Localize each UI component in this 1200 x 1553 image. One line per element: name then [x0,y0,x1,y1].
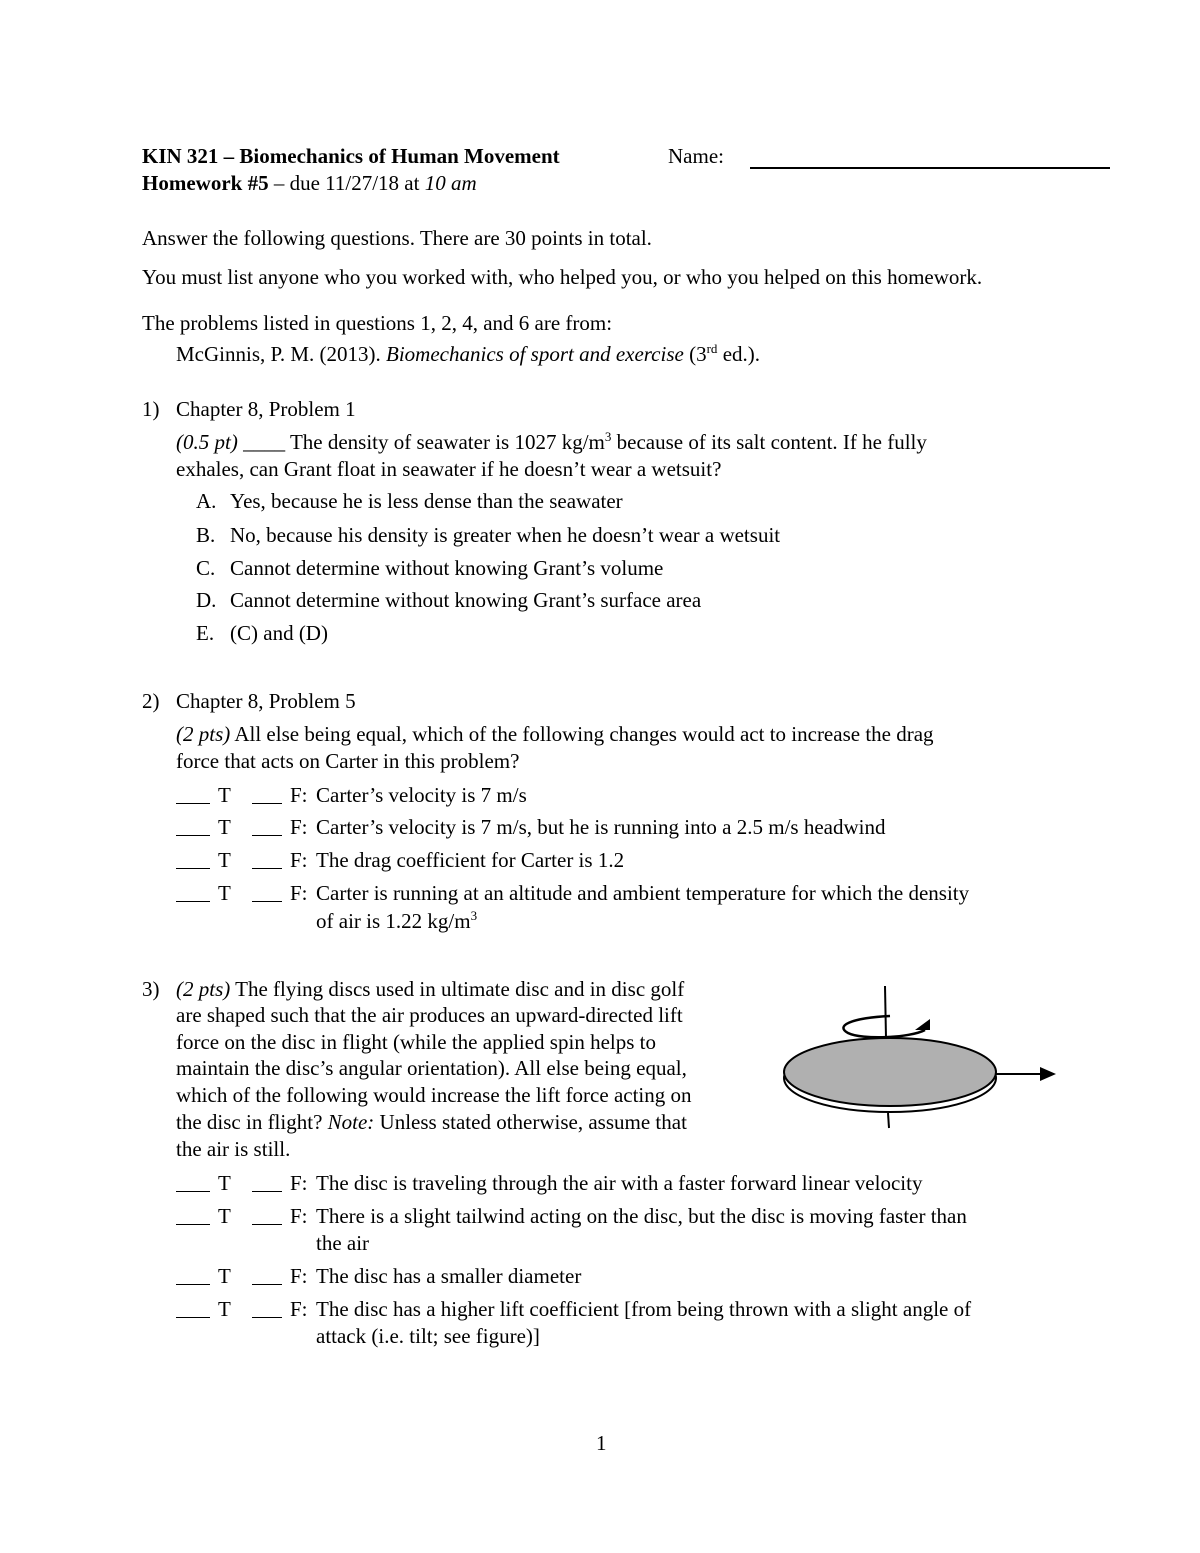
q1-option-d[interactable]: Cannot determine without knowing Grant’s surface area [230,588,702,612]
true-blank[interactable] [176,1266,210,1285]
false-blank[interactable] [252,1299,282,1318]
true-blank[interactable] [176,1206,210,1225]
homework-line: Homework #5 – due 11/27/18 at 10 am [142,171,477,195]
false-blank[interactable] [252,1266,282,1285]
q3-prompt-line-3: force on the disc in flight (while the applied spin helps to [176,1030,656,1054]
false-blank[interactable] [252,785,282,804]
name-label: Name: [668,144,724,168]
q2-statement-2: Carter’s velocity is 7 m/s, but he is running into a 2.5 m/s headwind [316,815,886,839]
true-blank[interactable] [176,850,210,869]
name-input-line[interactable] [750,167,1110,169]
q2-statement-4-cont: of air is 1.22 $kg/m^3$ [316,908,478,933]
q2-prompt-line-2: force that acts on Carter in this problem? [176,749,520,773]
q1-option-c-letter: C. [196,556,216,580]
true-label: T [218,881,231,905]
textbook-reference: McGinnis, P. M. (2013). Biomechanics of sport and exercise (3rd ed.). [176,341,761,366]
q3-statement-4: The disc has a higher lift coefficient [from being thrown with a slight angle of [316,1297,972,1321]
q2-statement-4: Carter is running at an altitude and ambient temperature for which the density [316,881,970,905]
page-number: 1 [596,1431,607,1455]
q3-prompt-line-7: the air is still. [176,1137,291,1161]
q2-statement-1: Carter’s velocity is 7 m/s [316,783,527,807]
q1-option-d-letter: D. [196,588,217,612]
q3-prompt-line-4: maintain the disc’s angular orientation). All else being equal, [176,1056,687,1080]
false-label: F: [290,1297,308,1321]
true-label: T [218,815,231,839]
q1-option-e[interactable]: (C) and (D) [230,621,328,645]
q3-prompt-line-1: (2 pts) The flying discs used in ultimate disc and in disc golf [176,977,685,1001]
q1-prompt-line-1: (0.5 pt) ____ The density of seawater is 1027 $kg/m^3$ because of its salt content. If he fully [176,429,927,454]
q1-prompt-line-2: exhales, can Grant float in seawater if he doesn’t wear a wetsuit? [176,457,722,481]
q3-statement-4-cont: attack (i.e. tilt; see figure)] [316,1324,540,1348]
false-label: F: [290,1204,308,1228]
flying-disc-icon [770,978,1070,1138]
true-label: T [218,1264,231,1288]
false-blank[interactable] [252,1173,282,1192]
q3-statement-1: The disc is traveling through the air with a faster forward linear velocity [316,1171,923,1195]
intro-line-3: The problems listed in questions 1, 2, 4, and 6 are from: [142,311,613,335]
q3-statement-3: The disc has a smaller diameter [316,1264,582,1288]
q3-number: 3) [142,977,160,1001]
q1-option-b-letter: B. [196,523,216,547]
true-label: T [218,1297,231,1321]
false-label: F: [290,783,308,807]
q1-option-a[interactable]: Yes, because he is less dense than the seawater [230,489,623,513]
q3-prompt-line-2: are shaped such that the air produces an upward-directed lift [176,1003,683,1027]
q1-option-c[interactable]: Cannot determine without knowing Grant’s volume [230,556,664,580]
false-blank[interactable] [252,883,282,902]
q1-number: 1) [142,397,160,421]
false-label: F: [290,815,308,839]
false-label: F: [290,848,308,872]
true-blank[interactable] [176,817,210,836]
q1-option-b[interactable]: No, because his density is greater when he doesn’t wear a wetsuit [230,523,781,547]
true-blank[interactable] [176,785,210,804]
intro-line-1: Answer the following questions. There are 30 points in total. [142,226,652,250]
q2-statement-3: The drag coefficient for Carter is 1.2 [316,848,625,872]
q1-option-a-letter: A. [196,489,217,513]
q2-prompt-line-1: (2 pts) All else being equal, which of the following changes would act to increase the drag [176,722,934,746]
q1-heading: Chapter 8, Problem 1 [176,397,356,421]
intro-line-2: You must list anyone who you worked with, who helped you, or who you helped on this homework. [142,265,983,289]
false-blank[interactable] [252,1206,282,1225]
q3-prompt-line-5: which of the following would increase the lift force acting on [176,1083,692,1107]
true-blank[interactable] [176,883,210,902]
q2-heading: Chapter 8, Problem 5 [176,689,356,713]
true-label: T [218,848,231,872]
q3-statement-2: There is a slight tailwind acting on the disc, but the disc is moving faster than [316,1204,967,1228]
true-blank[interactable] [176,1299,210,1318]
q3-prompt-line-6: the disc in flight? Note: Unless stated otherwise, assume that [176,1110,687,1134]
false-blank[interactable] [252,817,282,836]
true-label: T [218,783,231,807]
true-label: T [218,1204,231,1228]
false-blank[interactable] [252,850,282,869]
false-label: F: [290,1171,308,1195]
q3-statement-2-cont: the air [316,1231,370,1255]
q1-option-e-letter: E. [196,621,215,645]
course-title: KIN 321 – Biomechanics of Human Movement [142,144,560,168]
false-label: F: [290,1264,308,1288]
false-label: F: [290,881,308,905]
q2-number: 2) [142,689,160,713]
true-label: T [218,1171,231,1195]
true-blank[interactable] [176,1173,210,1192]
